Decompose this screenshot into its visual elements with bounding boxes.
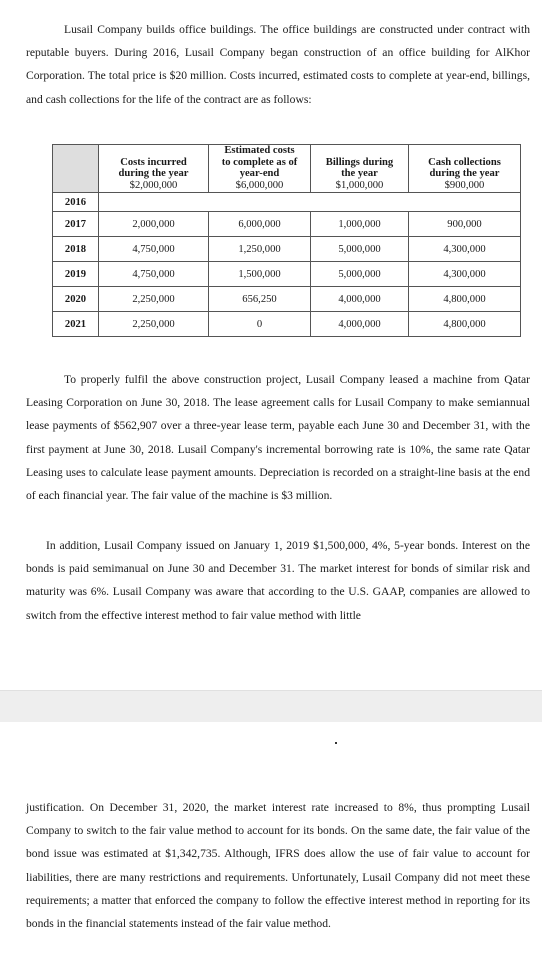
page-mark [335,742,337,744]
year-cell: 2020 [53,287,99,312]
value-cell: 6,000,000 [209,212,311,237]
header-billings [311,145,409,193]
header-line: year-end [239,168,280,179]
value-cell: 2,000,000 [99,212,209,237]
year-cell: 2019 [53,262,99,287]
header-costs-incurred [99,145,209,193]
table-row [53,312,521,337]
year-cell: 2018 [53,237,99,262]
value-cell: 4,750,000 [99,237,209,262]
year-cell: 2017 [53,212,99,237]
header-line: to complete as of [221,156,298,168]
value-cell: 5,000,000 [311,262,409,287]
table-row [53,212,521,237]
contract-table-container [52,144,520,340]
value-cell: 1,000,000 [311,212,409,237]
intro-paragraph [26,18,530,111]
page-separator [0,690,542,724]
bonds-paragraph [26,534,530,627]
value-cell: 4,000,000 [311,287,409,312]
value-cell: 5,000,000 [311,237,409,262]
value-cell: 4,300,000 [409,237,521,262]
bonds-text: In addition, Lusail Company issued on January 1, 2019 $1,500,000, 4%, 5-year bonds. Interest on the bonds is paid semimanual on June 30 and December 31. The market interest for bonds of similar risk and maturity was 6%. Lusail Company was aware that according to the U.S. GAAP, companies are allowed to switch from the effective interest method to fair value method with little [26,539,530,622]
header-line: during the year [429,168,500,179]
value-cell: 4,750,000 [99,262,209,287]
value-cell: 4,800,000 [409,312,521,337]
table-row [53,237,521,262]
header-line: Estimated costs [224,145,295,156]
bonds-continued-text: justification. On December 31, 2020, the market interest rate increased to 8%, thus prompting Lusail Company to switch to the fair value method to account for its bonds. On the same date, the fair value of the bond issue was estimated at $1,342,735. Although, IFRS does allow the use of fair value to account for liabilities, there are many restrictions and requirements. Unfortunately, Lusail Company did not meet these requirements; a matter that enforced the company to follow the effective interest method in reporting for its bonds in the financial statements instead of the fair value method. [26,801,530,931]
header-estimated-costs [209,145,311,193]
value-cell: 2,250,000 [99,312,209,337]
header-corner-cell [53,145,99,193]
lease-text: To properly fulfil the above construction project, Lusail Company leased a machine from Qatar Leasing Corporation on June 30, 2018. The lease agreement calls for Lusail Company to make semiannual lease payments of $562,907 over a three-year lease term, payable each June 30 and December 31, with the first payment at June 30, 2018. Lusail Company's incremental borrowing rate is 10%, the same rate Qatar Leasing uses to calculate lease payment amounts. Depreciation is recorded on a straight-line basis at the end of each financial year. The fair value of the machine is $3 million. [26,373,530,503]
year-cell: 2021 [53,312,99,337]
value-cell: 2,250,000 [99,287,209,312]
intro-text: Lusail Company builds office buildings. The office buildings are constructed under contract with reputable buyers. During 2016, Lusail Company began construction of an office building for AlKhor Corporation. The total price is $20 million. Costs incurred, estimated costs to complete at year-end, billings, and cash collections for the life of the contract are as follows: [26,23,530,106]
header-2016-value: $2,000,000 [129,179,178,191]
value-cell: 1,250,000 [209,237,311,262]
value-cell: 1,500,000 [209,262,311,287]
value-cell: 0 [209,312,311,337]
header-line: Billings during [325,156,394,168]
header-2016-value: $1,000,000 [335,179,384,191]
header-line: the year [341,168,378,179]
value-cell: 900,000 [409,212,521,237]
header-line: Cash collections [428,156,501,168]
value-cell: 4,300,000 [409,262,521,287]
spacer-cell [99,193,521,212]
header-line: Costs incurred [120,156,187,168]
table-row [53,287,521,312]
value-cell: 4,800,000 [409,287,521,312]
header-line: during the year [118,168,189,179]
table-row [53,193,521,212]
header-2016-value: $900,000 [444,179,485,191]
table-row [53,262,521,287]
year-cell: 2016 [53,193,99,212]
contract-costs-table [52,144,521,337]
bonds-continued-paragraph [26,796,530,935]
value-cell: 656,250 [209,287,311,312]
header-cash-collections [409,145,521,193]
value-cell: 4,000,000 [311,312,409,337]
table-header-row [53,145,521,193]
header-2016-value: $6,000,000 [235,179,284,191]
lease-paragraph [26,368,530,507]
